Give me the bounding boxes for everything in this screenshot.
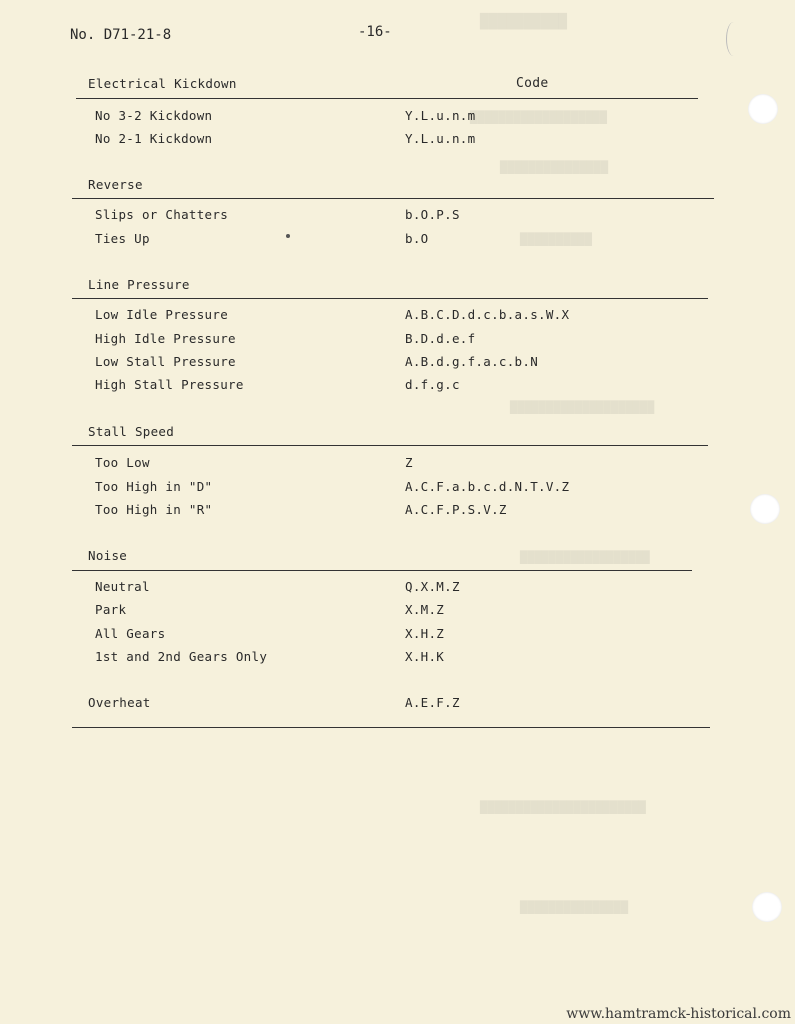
code-column-header: Code [516,76,549,91]
section-rule [72,198,714,199]
document-number: No. D71-21-8 [70,27,172,43]
binder-hole-bottom [752,892,782,922]
condition-label: High Stall Pressure [95,377,244,392]
section-rule [72,445,708,446]
condition-label: Neutral [95,579,150,594]
code-value: A.B.d.g.f.a.c.b.N [405,354,539,369]
document-page: ██████████ ███████████████████ ███████████████ ██████████ ████████████████████ ██████████████████ ███████████████████████ ███████████████ No. D71-21-8 -16- Electrical Kickdown Code No 3-2 Kickdown Y.L.u.n.m No 2-1 Kickdown Y.L.u.n.m Reverse Slips or Chatters b.O.P.S Ties Up b.O Line Pressure Low Idle Pressure A.B.C.D.d.c.b.a.s.W.X High Idle Pressure B.D.d.e.f Low Stall Pressure A.B.d.g.f.a.c.b.N High Stall Pressure d.f.g.c Stall Speed Too Low Z Too High in "D" A.C.F.a.b.c.d.N.T.V.Z Too High in "R" A.C.F.P.S.V.Z Noise Neutral Q.X.M.Z Park X.M.Z All Gears X.H.Z 1st and 2nd Gears Only X.H.K Overheat A.E.F.Z www.hamtramck-historical.com [70,14,791,1022]
binder-hole-middle [750,494,780,524]
condition-label: All Gears [95,626,166,641]
condition-label: Park [95,602,127,617]
code-value: b.O [405,231,429,246]
condition-label: Too High in "R" [95,502,213,517]
condition-label: Too High in "D" [95,479,213,494]
section-title-noise: Noise [88,548,128,563]
condition-label: High Idle Pressure [95,331,236,346]
code-value: B.D.d.e.f [405,331,476,346]
paper-crease [726,22,741,56]
section-rule [72,570,692,571]
code-value: A.C.F.P.S.V.Z [405,502,507,517]
condition-label: Low Stall Pressure [95,354,236,369]
condition-label: No 3-2 Kickdown [95,108,213,123]
condition-label: No 2-1 Kickdown [95,131,213,146]
condition-label: Low Idle Pressure [95,307,229,322]
page-number: -16- [358,24,392,40]
section-rule [72,727,710,728]
section-title-overheat: Overheat [88,695,151,710]
code-value: Q.X.M.Z [405,579,460,594]
site-watermark: www.hamtramck-historical.com [566,1006,791,1022]
section-title-reverse: Reverse [88,177,143,192]
section-title-line-pressure: Line Pressure [88,277,190,292]
section-title-stall-speed: Stall Speed [88,424,175,439]
binder-hole-top [748,94,778,124]
code-value: X.H.K [405,649,445,664]
section-title-electrical-kickdown: Electrical Kickdown [88,76,237,91]
ink-speck [286,234,290,238]
code-value: Z [405,455,413,470]
code-value: A.C.F.a.b.c.d.N.T.V.Z [405,479,570,494]
code-value: Y.L.u.n.m [405,108,476,123]
code-value: d.f.g.c [405,377,460,392]
code-value: A.E.F.Z [405,695,460,710]
code-value: b.O.P.S [405,207,460,222]
code-value: X.H.Z [405,626,445,641]
code-value: A.B.C.D.d.c.b.a.s.W.X [405,307,570,322]
condition-label: 1st and 2nd Gears Only [95,649,268,664]
section-rule [76,98,698,99]
section-rule [72,298,708,299]
condition-label: Too Low [95,455,150,470]
code-value: Y.L.u.n.m [405,131,476,146]
condition-label: Ties Up [95,231,150,246]
code-value: X.M.Z [405,602,445,617]
condition-label: Slips or Chatters [95,207,229,222]
